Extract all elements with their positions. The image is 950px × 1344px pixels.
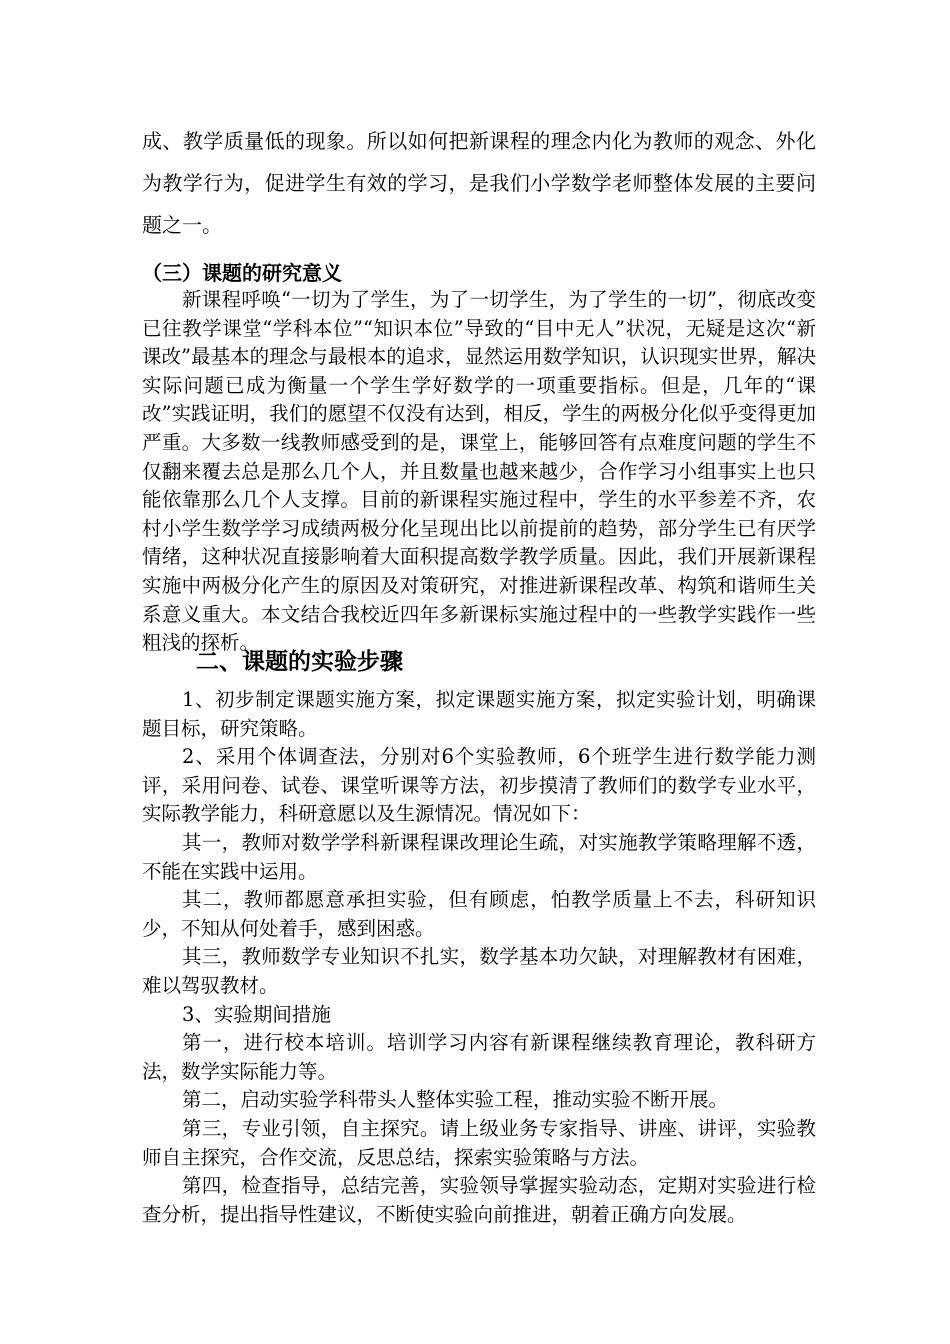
section-2-heading: 二、课题的实验步骤 — [196, 648, 403, 675]
step-3-paragraph: 3、实验期间措施 — [182, 1002, 331, 1026]
step-2-paragraph: 2、采用个体调查法，分别对6个实验教师，6个班学生进行数学能力测评，采用问卷、试卷、课堂听课等方法，初步摸清了教师们的数学专业水平，实际教学能力，科研意愿以及生源情况。情况如下： — [142, 745, 816, 826]
measure-4-paragraph: 第四，检查指导，总结完善，实验领导掌握实验动态，定期对实验进行检查分析，提出指导性建议，不断使实验向前推进，朝着正确方向发展。 — [142, 1174, 816, 1226]
measure-3-paragraph: 第三，专业引领，自主探究。请上级业务专家指导、讲座、讲评，实验教师自主探究，合作交流，反思总结，探索实验策略与方法。 — [142, 1116, 816, 1169]
measure-1-paragraph: 第一，进行校本培训。培训学习内容有新课程继续教育理论，教科研方法，数学实际能力等。 — [142, 1031, 816, 1083]
section-2-body — [142, 686, 816, 1229]
step-1-paragraph: 1、初步制定课题实施方案，拟定课题实施方案，拟定实验计划，明确课题目标，研究策略。 — [142, 688, 816, 740]
intro-paragraph: 成、教学质量低的现象。所以如何把新课程的理念内化为教师的观念、外化为教学行为，促进学生有效的学习，是我们小学数学老师整体发展的主要问题之一。 — [142, 129, 816, 237]
section-3-body: 新课程呼唤“一切为了学生，为了一切学生，为了学生的一切”，彻底改变已往教学课堂“学科本位”“知识本位”导致的“目中无人”状况，无疑是这次“新课改”最基本的理念与最根本的追求，显然运用数学知识，认识现实世界，解决实际问题已成为衡量一个学生学好数学的一项重要指标。但是，几年的“课改”实践证明，我们的愿望不仅没有达到，相反，学生的两极分化似乎变得更加严重。大多数一线教师感受到的是，课堂上，能够回答有点难度问题的学生不仅翻来覆去总是那么几个人，并且数量也越来越少，合作学习小组事实上也只能依靠那么几个人支撑。目前的新课程实施过程中，学生的水平参差不齐，农村小学生数学学习成绩两极分化呈现出比以前提前的趋势，部分学生已有厌学情绪，这种状况直接影响着大面积提高数学教学质量。因此，我们开展新课程实施中两极分化产生的原因及对策研究，对推进新课程改革、构筑和谐师生关系意义重大。本文结合我校近四年多新课标实施过程中的一些教学实践作一些粗浅的探析。 — [142, 288, 816, 655]
finding-3-paragraph: 其三，教师数学专业知识不扎实，数学基本功欠缺，对理解教材有困难，难以驾驭教材。 — [142, 945, 816, 997]
finding-2-paragraph: 其二，教师都愿意承担实验，但有顾虑，怕教学质量上不去，科研知识少，不知从何处着手，感到困惑。 — [142, 888, 816, 940]
finding-1-paragraph: 其一，教师对数学学科新课程课改理论生疏，对实施教学策略理解不透，不能在实践中运用。 — [142, 830, 816, 883]
measure-2-paragraph: 第二，启动实验学科带头人整体实验工程，推动实验不断开展。 — [182, 1088, 729, 1112]
section-3-heading: （三）课题的研究意义 — [142, 261, 342, 285]
